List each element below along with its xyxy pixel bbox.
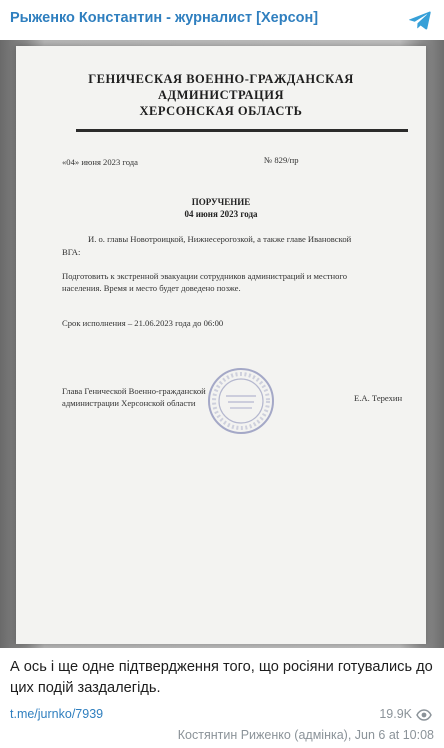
doc-number: № 829/пр <box>264 155 299 165</box>
channel-title[interactable]: Рыженко Константин - журналист [Херсон] <box>10 10 319 26</box>
doc-deadline: Срок исполнения – 21.06.2023 года до 06:00 <box>62 318 224 328</box>
eye-icon <box>416 709 432 721</box>
post-link[interactable]: t.me/jurnko/7939 <box>10 707 104 721</box>
doc-heading-line-1: ГЕНИЧЕСКАЯ ВОЕННО-ГРАЖДАНСКАЯ <box>88 72 354 86</box>
doc-addressee-line-1: И. о. главы Новотроицкой, Нижнесерогозкой, а также главе Ивановской <box>88 234 352 244</box>
doc-date: «04» июня 2023 года <box>62 157 138 167</box>
doc-title-date: 04 июня 2023 года <box>184 209 258 219</box>
doc-addressee-line-2: ВГА: <box>62 247 81 257</box>
telegram-icon[interactable] <box>408 8 432 32</box>
doc-body-line-1: Подготовить к экстренной эвакуации сотрудников администраций и местного <box>62 271 348 281</box>
doc-signer-line-1: Глава Генической Военно-гражданской <box>62 386 206 396</box>
post-signature: Костянтин Риженко (адмінка), Jun 6 at 10:08 <box>177 728 434 742</box>
post-caption: А ось і ще одне підтвердження того, що росіяни готувались до цих подій заздалегідь. <box>10 659 433 696</box>
post-meta <box>10 707 434 725</box>
view-count: 19.9K <box>379 707 412 721</box>
doc-signer-name: Е.А. Терехин <box>354 393 403 403</box>
doc-body-line-2: населения. Время и место будет доведено позже. <box>62 283 241 293</box>
doc-heading-line-3: ХЕРСОНСКАЯ ОБЛАСТЬ <box>139 104 303 118</box>
document-paper <box>16 46 426 644</box>
doc-divider <box>76 129 408 132</box>
doc-signer-line-2: администрации Херсонской области <box>62 398 196 408</box>
document-photo[interactable] <box>0 40 444 648</box>
post-header <box>0 0 444 40</box>
doc-title: ПОРУЧЕНИЕ <box>191 197 251 207</box>
stamp-seal-icon <box>206 366 276 436</box>
doc-heading-line-2: АДМИНИСТРАЦИЯ <box>158 88 284 102</box>
